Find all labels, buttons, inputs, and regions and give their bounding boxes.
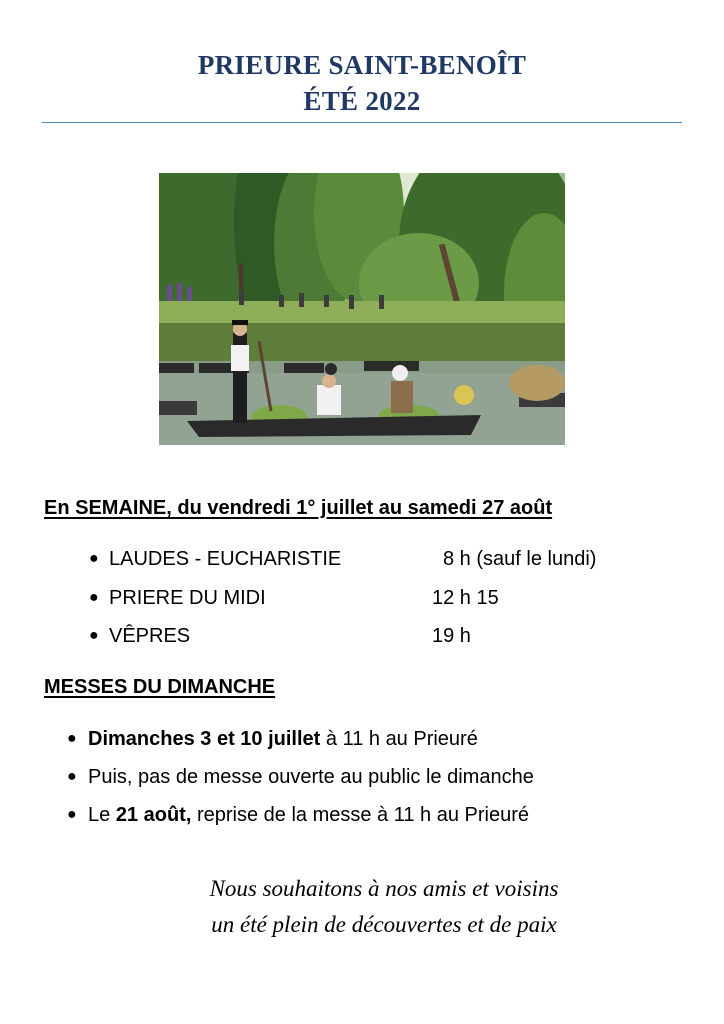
page-title: PRIEURE SAINT-BENOÎT: [197, 50, 527, 80]
weekday-item-time: 8 h (sauf le lundi): [443, 548, 597, 570]
bullet-icon: ●: [89, 627, 99, 644]
sunday-item: [88, 726, 478, 752]
bullet-icon: ●: [67, 806, 77, 823]
sunday-item-bold: Dimanches 3 et 10 juillet: [88, 728, 321, 750]
weekday-item-label: PRIERE DU MIDI: [109, 587, 266, 609]
sunday-item: Puis, pas de messe ouverte au public le dimanche: [88, 766, 534, 788]
weekday-item-time: 12 h 15: [432, 587, 499, 609]
bullet-icon: ●: [89, 589, 99, 606]
bullet-icon: ●: [89, 550, 99, 567]
sunday-item-prefix: Le: [88, 804, 116, 826]
weekday-heading: En SEMAINE, du vendredi 1° juillet au samedi 27 août: [44, 497, 553, 519]
weekday-item-time: 19 h: [432, 625, 471, 647]
weekday-item-label: LAUDES - EUCHARISTIE: [109, 548, 342, 570]
sunday-item-text: à 11 h au Prieuré: [320, 728, 478, 750]
bullet-icon: ●: [67, 768, 77, 785]
title-divider: [42, 122, 682, 123]
bullet-icon: ●: [67, 730, 77, 747]
weekday-item-label: VÊPRES: [109, 625, 191, 647]
page-subtitle: ÉTÉ 2022: [303, 86, 421, 116]
sunday-item-bold: 21 août,: [115, 804, 192, 826]
sunday-item-text: reprise de la messe à 11 h au Prieuré: [191, 804, 529, 826]
sunday-item: [88, 802, 529, 828]
closing-line-1: Nous souhaitons à nos amis et voisins: [209, 876, 559, 901]
boat-photo: [159, 173, 565, 445]
closing-line-2: un été plein de découvertes et de paix: [211, 912, 557, 937]
sunday-heading: MESSES DU DIMANCHE: [44, 676, 276, 698]
